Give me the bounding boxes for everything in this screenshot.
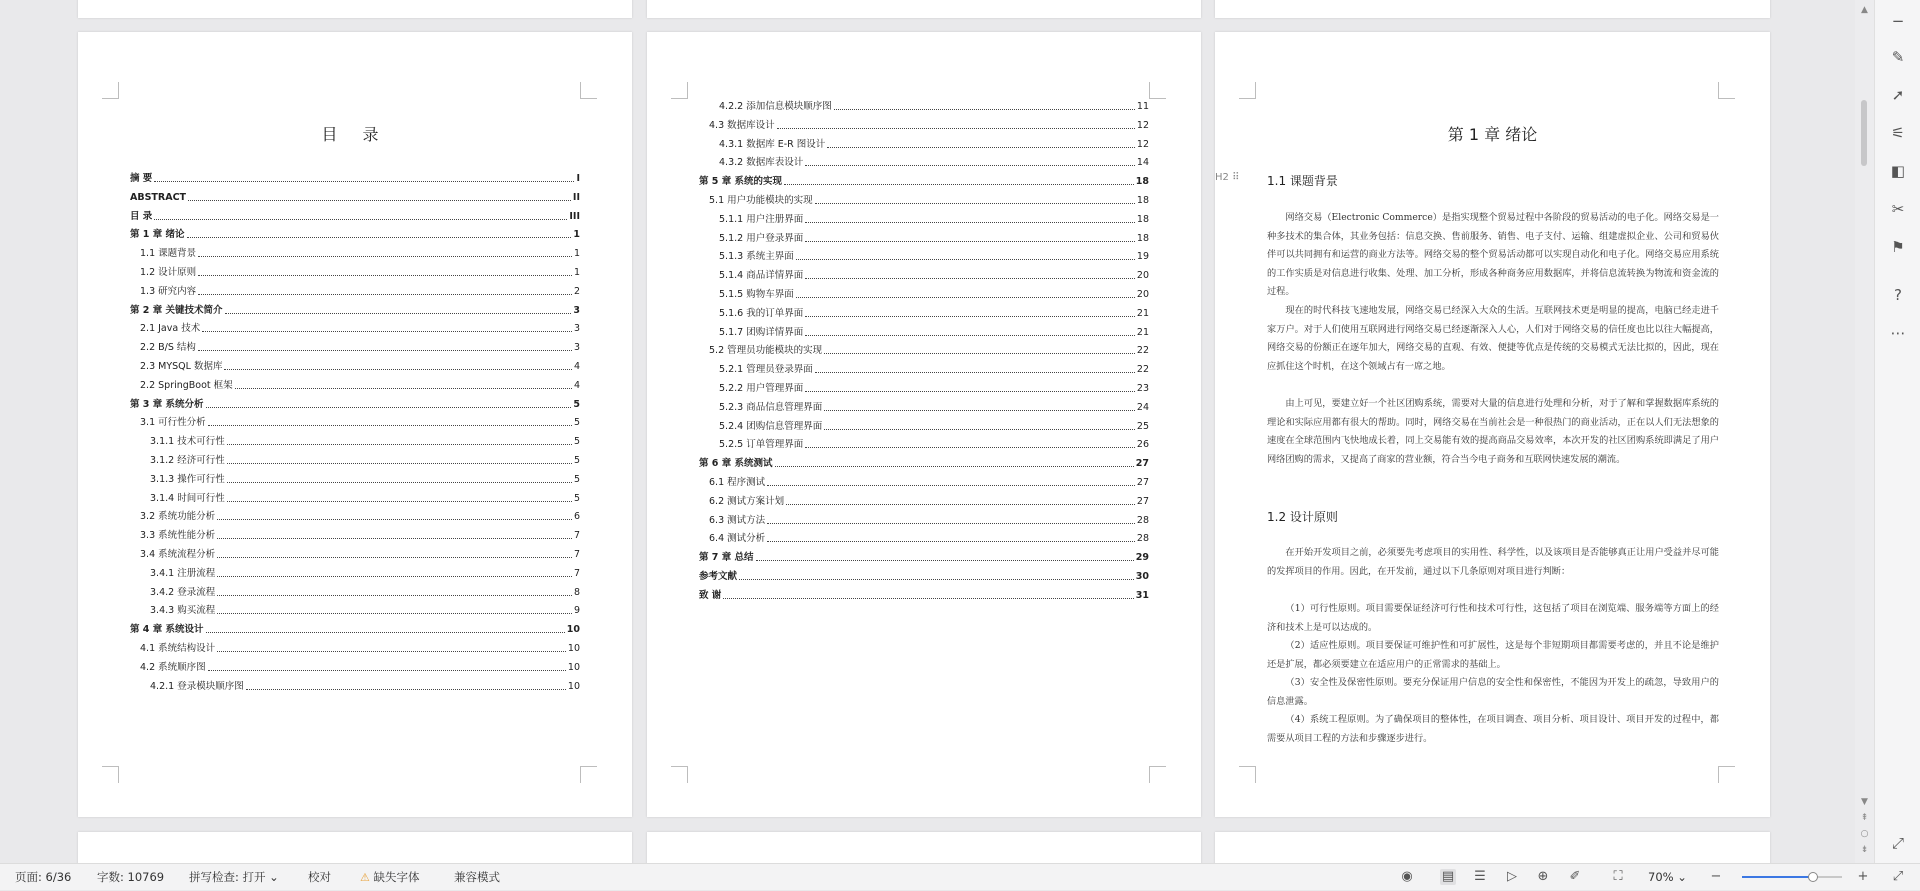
margin-corner [102, 766, 119, 783]
toc-entry-page: 18 [1136, 232, 1149, 244]
toc-leader-dots [756, 560, 1134, 561]
toc-entry-page: 11 [1136, 101, 1149, 112]
toc-entry[interactable] [140, 642, 580, 655]
toc-leader-dots [775, 466, 1134, 467]
toc-leader-dots [805, 316, 1135, 317]
outline-view-icon[interactable]: ☰ [1474, 869, 1486, 884]
shirt-icon[interactable]: ⚑ [1891, 238, 1905, 256]
toc-entry[interactable] [719, 363, 1149, 376]
toc-entry-title: 第 7 章 总结 [699, 552, 754, 564]
right-toolbar [1874, 0, 1920, 863]
paragraph: （1）可行性原则。项目需要保证经济可行性和技术可行性，这包括了项目在浏览端、服务端等方面上的经济和技术上是可以达成的。 [1267, 603, 1719, 633]
toc-leader-dots [824, 410, 1135, 411]
toc-entry-title: 3.4 系统流程分析 [140, 549, 216, 560]
toc-entry-page: 7 [573, 567, 580, 579]
toc-entry[interactable] [699, 570, 1149, 583]
spell-check-toggle[interactable]: 拼写检查: 打开 ⌄ [189, 870, 279, 884]
toc-entry[interactable] [699, 589, 1149, 602]
toc-entry-title: 目 录 [130, 210, 153, 222]
toc-entry-title: ABSTRACT [130, 191, 187, 203]
toc-entry-page: 2 [573, 285, 580, 297]
toc-leader-dots [217, 651, 566, 652]
toc-leader-dots [777, 128, 1135, 129]
toc-entry[interactable] [140, 247, 580, 260]
toc-leader-dots [206, 632, 565, 633]
toc-entry-title: 4.3 数据库设计 [709, 119, 775, 131]
toc-entry-page: 7 [573, 530, 580, 542]
toc-entry-title: 5.2.4 团购信息管理界面 [719, 420, 823, 432]
toc-entry[interactable] [130, 210, 580, 223]
toc-entry[interactable] [709, 344, 1149, 357]
margin-corner [1239, 82, 1256, 99]
toc-leader-dots [805, 241, 1135, 242]
prev-page-icon[interactable]: ⇞ [1860, 813, 1869, 823]
toc-entry-title: 4.3.1 数据库 E-R 图设计 [719, 138, 826, 150]
margin-corner [1149, 82, 1166, 99]
toc-entry-title: 1.1 课题背景 [140, 248, 197, 260]
paragraph: 网络交易（Electronic Commerce）是指实现整个贸易过程中各阶段的贸易活动的电子化。网络交易是一种多技术的集合体，其业务包括：信息交换、售前服务、销售、电子支付、运输、组建虚拟企业、公司和贸易伙伴可以共同拥有和运营的商业方法等。网络交易的整个贸易活动都可以实现自动化和电子化。网络交易应用系统的工作实质是对信息进行收集、处理、加工分析，形成各种商务应用数据库，并将信息流转换为物流和资金流的过程。 [1267, 212, 1719, 298]
toc-entry[interactable] [709, 532, 1149, 545]
toc-leader-dots [217, 576, 572, 577]
toc-entry-title: 5.1.2 用户登录界面 [719, 232, 804, 244]
toc-entry-page: 22 [1136, 364, 1149, 376]
toc-entry-title: 5.1.5 购物车界面 [719, 289, 794, 300]
toc-entry[interactable] [140, 341, 580, 354]
toc-entry-page: 4 [573, 379, 580, 391]
toc-leader-dots [198, 350, 572, 351]
toc-entry[interactable] [140, 360, 580, 373]
toc-leader-dots [154, 181, 574, 182]
toc-leader-dots [198, 294, 572, 295]
toc-leader-dots [187, 237, 572, 238]
toc-entry[interactable] [130, 398, 580, 411]
toc-entry-title: 3.4.2 登录流程 [150, 586, 216, 598]
toc-entry-title: 5.1.3 系统主界面 [719, 251, 794, 263]
toc-entry[interactable] [719, 156, 1149, 169]
toc-entry-page: 5 [573, 436, 580, 448]
help-icon[interactable]: ? [1894, 286, 1902, 304]
toc-entry-title: 5.1.6 我的订单界面 [719, 307, 804, 319]
toc-entry[interactable] [140, 322, 580, 335]
zoom-level[interactable]: 70% ⌄ [1648, 870, 1687, 884]
toc-entry[interactable] [709, 194, 1149, 207]
toc-entry-page: 18 [1136, 213, 1149, 225]
toc-entry-title: 6.2 测试方案计划 [709, 495, 785, 507]
toc-page-2[interactable] [647, 32, 1201, 817]
toc-entry[interactable] [699, 457, 1149, 470]
toc-entry-title: 4.2.1 登录模块顺序图 [150, 680, 244, 692]
tools-icon[interactable]: ✂ [1891, 200, 1905, 218]
toc-leader-dots [188, 200, 571, 201]
format-icon[interactable]: ◧ [1890, 162, 1906, 180]
toc-entry-title: 第 5 章 系统的实现 [699, 176, 783, 188]
toc-entry-page: 31 [1135, 589, 1149, 601]
fit-page-icon[interactable]: ⛶ [1613, 869, 1623, 884]
sliders-icon[interactable]: ⚟ [1891, 124, 1905, 142]
toc-entry[interactable] [150, 454, 580, 467]
section-heading: 1.1 课题背景 [1267, 174, 1338, 188]
compat-mode-button[interactable]: 兼容模式 [454, 870, 500, 884]
toc-entry-page: 22 [1136, 345, 1149, 357]
toc-entry[interactable] [140, 661, 580, 674]
toc-entry-page: 1 [573, 267, 580, 278]
toc-leader-dots [235, 388, 572, 389]
toc-entry-page: 9 [573, 605, 580, 617]
paragraph: （3）安全性及保密性原则。要充分保证用户信息的安全性和保密性，不能因为开发上的疏忽，导致用户的信息泄露。 [1267, 677, 1719, 707]
cursor-icon[interactable]: ➚ [1891, 86, 1905, 104]
toc-entry-title: 6.3 测试方法 [709, 514, 766, 526]
toc-entry-title: 4.3.2 数据库表设计 [719, 157, 804, 169]
toc-leader-dots [198, 275, 572, 276]
toc-entry-page: 6 [573, 511, 580, 523]
toc-entry-title: 第 6 章 系统测试 [699, 458, 773, 470]
toc-entry-title: 5.2 管理员功能模块的实现 [709, 345, 823, 357]
margin-corner [102, 82, 119, 99]
toc-entry[interactable] [719, 288, 1149, 301]
toc-leader-dots [217, 519, 572, 520]
toc-entry[interactable] [150, 473, 580, 486]
collapse-icon[interactable]: − [1891, 12, 1905, 30]
toc-entry-page: 21 [1136, 326, 1149, 338]
missing-font-button[interactable]: ⚠ 缺失字体 [360, 870, 420, 884]
toc-entry-page: 5 [573, 492, 580, 504]
scrollbar-thumb[interactable] [1861, 100, 1867, 166]
toc-entry[interactable] [150, 586, 580, 599]
scroll-up-arrow[interactable]: ▲ [1861, 5, 1868, 15]
toc-leader-dots [805, 447, 1135, 448]
toc-entry-title: 5.1.4 商品详情界面 [719, 270, 804, 282]
toc-leader-dots [246, 689, 566, 690]
toc-entry-page: 5 [573, 473, 580, 485]
fullscreen-icon[interactable]: ⤢ [1892, 869, 1904, 884]
toc-entry[interactable] [709, 495, 1149, 508]
eye-icon[interactable]: ◉ [1401, 869, 1413, 884]
margin-corner [580, 82, 597, 99]
toc-entry-page: 10 [566, 624, 580, 636]
toc-entry[interactable] [130, 191, 580, 204]
toc-leader-dots [227, 501, 572, 502]
toc-entry-page: 28 [1136, 514, 1149, 526]
toc-entry-page: 20 [1136, 270, 1149, 282]
toc-entry[interactable] [719, 213, 1149, 226]
toc-entry-page: 26 [1136, 439, 1149, 451]
toc-leader-dots [784, 184, 1134, 185]
pen-icon[interactable]: ✎ [1891, 48, 1905, 66]
toc-entry[interactable] [140, 379, 580, 392]
toc-entry-page: I [576, 173, 580, 184]
toc-entry[interactable] [130, 304, 580, 317]
toc-entry-title: 2.1 Java 技术 [140, 323, 201, 335]
toc-entry-title: 3.1 可行性分析 [140, 417, 206, 429]
toc-entry[interactable] [150, 680, 580, 693]
toc-leader-dots [198, 256, 572, 257]
margin-corner [1149, 766, 1166, 783]
toc-entry[interactable] [130, 623, 580, 636]
toc-entry-title: 3.2 系统功能分析 [140, 511, 216, 523]
toc-leader-dots [217, 557, 572, 558]
toc-entry-title: 2.2 SpringBoot 框架 [140, 379, 233, 391]
toc-entry-title: 6.4 测试分析 [709, 533, 766, 545]
toc-entry-page: 10 [567, 680, 580, 692]
toc-leader-dots [723, 598, 1133, 599]
toc-entry[interactable] [699, 175, 1149, 188]
toc-entry-title: 4.2.2 添加信息模块顺序图 [719, 101, 832, 112]
toc-entry-title: 3.1.3 操作可行性 [150, 473, 225, 485]
toc-entry-title: 第 2 章 关键技术简介 [130, 304, 223, 316]
toc-entry-page: 24 [1136, 401, 1149, 413]
toc-entry-title: 4.2 系统顺序图 [140, 661, 206, 673]
toc-entry[interactable] [150, 567, 580, 580]
toc-entry-page: 1 [573, 248, 580, 260]
page-count[interactable]: 页面: 6/36 [15, 870, 72, 884]
toc-entry-page: 3 [573, 323, 580, 335]
toc-entry-page: 1 [573, 229, 580, 241]
toc-entry-page: 27 [1135, 458, 1149, 470]
toc-entry[interactable] [719, 438, 1149, 451]
toc-entry-page: 27 [1136, 477, 1149, 488]
margin-corner [671, 82, 688, 99]
toc-entry-page: 19 [1136, 251, 1149, 263]
toc-entry-title: 2.3 MYSQL 数据库 [140, 361, 223, 372]
toc-entry-page: 5 [573, 417, 580, 429]
toc-entry-title: 5.2.2 用户管理界面 [719, 383, 804, 394]
paragraph: 由上可见，要建立好一个社区团购系统，需要对大量的信息进行处理和分析，对于了解和掌握数据库系统的理论和实际应用都有很大的帮助。同时，网络交易在当前社会是一种很热门的商业活动，正在以人们无法想象的速度在全球范围内飞快地成长着，同上交易能有效的提高商品交易效率，本次开发的社区团购系统即满足了用户网络团购的需求，又提高了商家的营业额，符合当今电子商务和互联网快速发展的潮流。 [1267, 398, 1719, 465]
toc-entry-page: 23 [1136, 383, 1149, 394]
toc-entry[interactable] [719, 382, 1149, 395]
more-icon[interactable]: ⋯ [1890, 324, 1906, 342]
toc-leader-dots [815, 203, 1135, 204]
toc-entry-page: 28 [1136, 533, 1149, 545]
toc-entry-title: 3.1.1 技术可行性 [150, 436, 225, 448]
toc-entry[interactable] [699, 551, 1149, 564]
toc-leader-dots [824, 353, 1135, 354]
web-view-icon[interactable]: ⊕ [1537, 869, 1549, 884]
toc-entry[interactable] [709, 476, 1149, 489]
toc-entry-title: 摘 要 [130, 173, 153, 184]
zoom-out-icon[interactable]: − [1710, 869, 1722, 884]
next-page-3 [1215, 832, 1770, 863]
page-view-icon[interactable]: ▤ [1441, 869, 1455, 884]
paragraph: 现在的时代科技飞速地发展，网络交易已经深入大众的生活。互联网技术更是明显的提高，电脑已经走进千家万户。对于人们使用互联网进行网络交易已经逐渐深入人心，人们对于网络交易的信任度也比以往大幅提高，网络交易的份额正在逐年加大，网络交易的直观、有效、便捷等优点是传统的交易模式无法比拟的，因此，现在应抓住这个时机，在这个领域占有一席之地。 [1267, 305, 1719, 372]
toc-entry[interactable] [140, 529, 580, 542]
play-icon[interactable]: ▷ [1507, 869, 1517, 884]
toc-entry[interactable] [150, 604, 580, 617]
toc-entry[interactable] [150, 492, 580, 505]
toc-entry-page: 27 [1136, 495, 1149, 507]
chapter-page[interactable] [1215, 32, 1770, 817]
toc-entry-page: 5 [573, 398, 580, 410]
toc-entry[interactable] [130, 172, 580, 185]
toc-entry-title: 第 3 章 系统分析 [130, 398, 204, 410]
toc-leader-dots [767, 523, 1135, 524]
chapter-title: 第 1 章 绪论 [1447, 125, 1538, 144]
zoom-slider[interactable] [1742, 876, 1842, 878]
toc-entry-title: 3.4.1 注册流程 [150, 567, 216, 579]
toc-entry-title: 第 4 章 系统设计 [130, 624, 204, 636]
toc-entry[interactable] [140, 548, 580, 561]
toc-entry[interactable] [130, 228, 580, 241]
toc-entry-page: 12 [1136, 138, 1149, 150]
next-page-1 [78, 832, 632, 863]
toc-entry-title: 5.2.3 商品信息管理界面 [719, 401, 823, 413]
status-bar [0, 863, 1920, 890]
toc-leader-dots [227, 463, 572, 464]
toc-entry-title: 1.3 研究内容 [140, 285, 197, 297]
toc-entry-page: 10 [567, 661, 580, 673]
toc-entry-page: 10 [567, 643, 580, 654]
toc-entry-title: 3.4.3 购买流程 [150, 605, 216, 617]
toc-leader-dots [227, 482, 572, 483]
toc-entry-page: 21 [1136, 307, 1149, 319]
toc-entry-title: 5.2.5 订单管理界面 [719, 439, 804, 451]
zoom-slider-knob[interactable] [1808, 872, 1818, 882]
toc-leader-dots [815, 372, 1135, 373]
margin-corner [1718, 766, 1735, 783]
toc-entry-title: 5.1.7 团购详情界面 [719, 326, 804, 338]
toc-entry-page: 3 [573, 304, 580, 316]
section-heading: 1.2 设计原则 [1267, 510, 1338, 524]
previous-page-1 [78, 0, 632, 18]
toc-entry[interactable] [140, 416, 580, 429]
margin-corner [1239, 766, 1256, 783]
toc-entry-title: 3.1.4 时间可行性 [150, 492, 225, 504]
toc-entry[interactable] [719, 307, 1149, 320]
toc-entry-title: 第 1 章 绪论 [130, 229, 185, 241]
toc-leader-dots [796, 259, 1135, 260]
toc-entry[interactable] [709, 119, 1149, 132]
toc-leader-dots [227, 444, 572, 445]
toc-entry-title: 4.1 系统结构设计 [140, 643, 216, 654]
toc-entry-title: 3.1.2 经济可行性 [150, 455, 225, 466]
warning-icon: ⚠ [360, 871, 370, 884]
margin-corner [671, 766, 688, 783]
toc-leader-dots [786, 504, 1135, 505]
toc-entry-page: 18 [1135, 176, 1149, 188]
toc-entry-page: II [572, 191, 580, 203]
toc-leader-dots [834, 109, 1135, 110]
toc-leader-dots [208, 670, 566, 671]
toc-entry-page: 5 [573, 455, 580, 466]
toc-leader-dots [217, 613, 572, 614]
expand-icon[interactable]: ⤢ [1891, 834, 1904, 852]
toc-entry-title: 5.2.1 管理员登录界面 [719, 364, 813, 376]
next-page-icon[interactable]: ⇟ [1860, 845, 1869, 855]
toc-entry[interactable] [719, 232, 1149, 245]
toc-entry-title: 3.3 系统性能分析 [140, 530, 216, 542]
toc-leader-dots [217, 538, 572, 539]
toc-title: 目 录 [321, 125, 389, 144]
toc-entry-page: 30 [1135, 571, 1149, 582]
toc-entry-page: 8 [573, 586, 580, 598]
toc-entry-title: 2.2 B/S 结构 [140, 342, 196, 354]
toc-entry[interactable] [719, 250, 1149, 263]
word-count[interactable]: 字数: 10769 [97, 870, 165, 884]
toc-entry[interactable] [140, 266, 580, 279]
toc-entry[interactable] [709, 514, 1149, 527]
toc-page-1[interactable] [78, 32, 632, 817]
zoom-slider-fill [1742, 876, 1812, 878]
toc-leader-dots [208, 425, 572, 426]
zoom-in-icon[interactable]: + [1857, 869, 1869, 884]
toc-entry-title: 5.1 用户功能模块的实现 [709, 195, 813, 206]
toc-entry[interactable] [150, 435, 580, 448]
toc-entry-page: 20 [1136, 289, 1149, 300]
toc-entry[interactable] [140, 510, 580, 523]
vertical-scrollbar[interactable] [1855, 0, 1874, 863]
paragraph: 在开始开发项目之前，必须要先考虑项目的实用性、科学性，以及该项目是否能够真正让用户受益并尽可能的发挥项目的作用。因此，在开发前，通过以下几条原则对项目进行判断： [1267, 547, 1719, 577]
toc-entry[interactable] [719, 138, 1149, 151]
toc-entry[interactable] [719, 401, 1149, 414]
toc-leader-dots [767, 541, 1135, 542]
toc-entry-page: III [569, 210, 580, 222]
paragraph: （4）系统工程原则。为了确保项目的整体性，在项目调查、项目分析、项目设计、项目开发的过程中，都需要从项目工程的方法和步骤逐步进行。 [1267, 714, 1719, 744]
toc-leader-dots [827, 147, 1135, 148]
toc-leader-dots [767, 485, 1135, 486]
select-browse-icon[interactable]: ○ [1860, 829, 1869, 839]
toc-entry-title: 致 谢 [699, 589, 722, 601]
toc-entry[interactable] [140, 285, 580, 298]
margin-corner [1718, 82, 1735, 99]
toc-entry-page: 4 [573, 361, 580, 372]
toc-entry[interactable] [719, 326, 1149, 339]
previous-page-2 [647, 0, 1201, 18]
proofread-button[interactable]: 校对 [308, 870, 331, 884]
toc-entry-title: 参考文献 [699, 571, 738, 582]
toc-leader-dots [217, 595, 572, 596]
toc-leader-dots [805, 391, 1135, 392]
paragraph: （2）适应性原则。项目要保证可维护性和可扩展性，这是每个非短期项目都需要考虑的，并且不论是维护还是扩展，都必须要建立在适应用户的正常需求的基础上。 [1267, 640, 1719, 670]
toc-entry-page: 25 [1136, 420, 1149, 432]
toc-entry[interactable] [719, 100, 1149, 113]
toc-leader-dots [225, 313, 572, 314]
toc-entry-title: 1.2 设计原则 [140, 267, 197, 278]
scroll-down-arrow[interactable]: ▼ [1861, 797, 1868, 807]
previous-page-3 [1215, 0, 1770, 18]
toc-entry-title: 5.1.1 用户注册界面 [719, 213, 804, 225]
toc-entry-page: 12 [1136, 119, 1149, 131]
toc-leader-dots [202, 331, 572, 332]
toc-entry-title: 6.1 程序测试 [709, 477, 766, 488]
pen-mode-icon[interactable]: ✐ [1569, 869, 1581, 884]
toc-entry[interactable] [719, 269, 1149, 282]
toc-leader-dots [805, 278, 1135, 279]
toc-leader-dots [154, 219, 567, 220]
toc-entry-page: 29 [1135, 552, 1149, 564]
toc-leader-dots [206, 407, 572, 408]
toc-leader-dots [805, 222, 1135, 223]
toc-leader-dots [805, 165, 1135, 166]
next-page-2 [647, 832, 1201, 863]
toc-leader-dots [739, 579, 1134, 580]
toc-entry[interactable] [719, 420, 1149, 433]
toc-leader-dots [824, 429, 1135, 430]
toc-leader-dots [224, 369, 572, 370]
toc-leader-dots [805, 335, 1135, 336]
toc-entry-page: 7 [573, 549, 580, 560]
toc-leader-dots [796, 297, 1135, 298]
toc-entry-page: 14 [1136, 157, 1149, 169]
margin-corner [580, 766, 597, 783]
heading-drag-handle[interactable]: H2 ⠿ [1215, 172, 1240, 183]
toc-entry-page: 3 [573, 342, 580, 354]
toc-entry-page: 18 [1136, 195, 1149, 206]
